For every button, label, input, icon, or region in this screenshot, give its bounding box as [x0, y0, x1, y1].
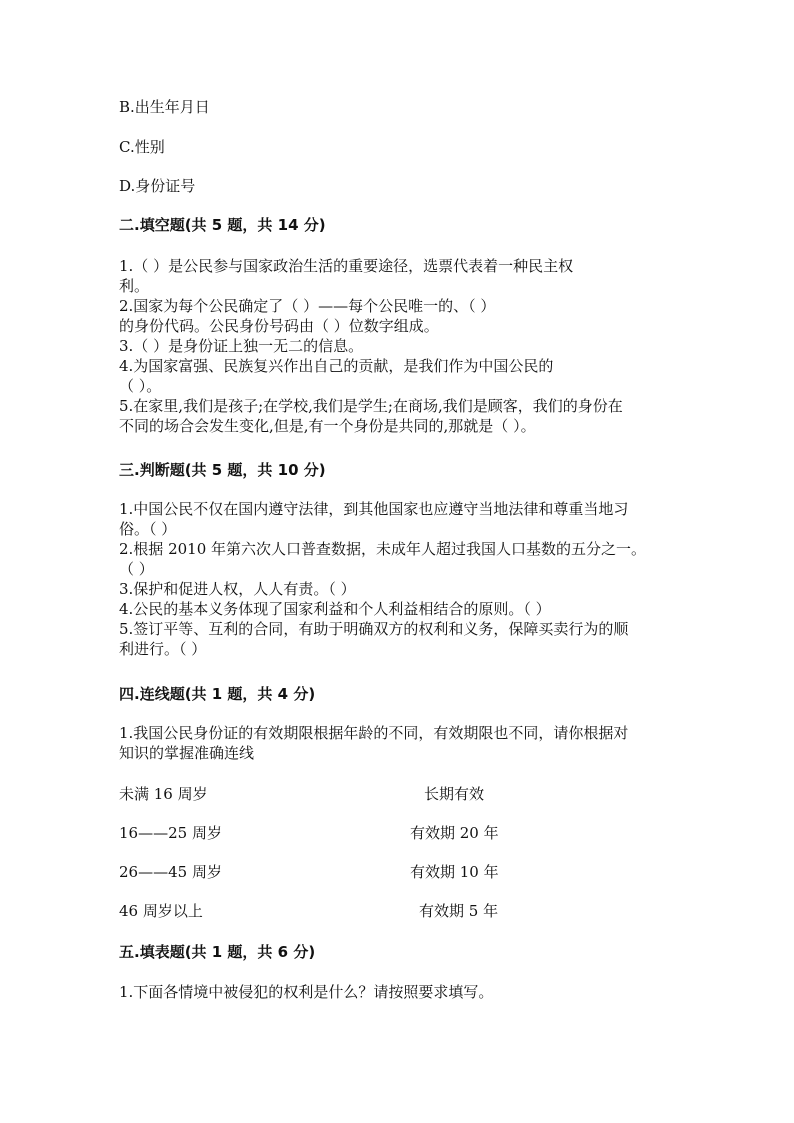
question-line: 5.签订平等、互利的合同，有助于明确双方的权利和义务，保障买卖行为的顺 [119, 620, 629, 638]
true-false-questions [119, 499, 679, 659]
match-right-item[interactable]: 有效期 5 年 [419, 902, 499, 920]
match-right-item[interactable]: 长期有效 [424, 785, 485, 803]
match-right-item[interactable]: 有效期 20 年 [410, 824, 499, 842]
section-heading-fill-table: 五.填表题(共 1 题，共 6 分) [119, 943, 316, 961]
match-left-item[interactable]: 未满 16 周岁 [119, 785, 208, 803]
question-line: 2.根据 2010 年第六次人口普查数据，未成年人超过我国人口基数的五分之一。 [119, 540, 647, 558]
option-b: B.出生年月日 [119, 98, 210, 116]
question-line: 不同的场合会发生变化,但是,有一个身份是共同的,那就是（ ）。 [119, 417, 536, 435]
question-line: （ ） [119, 560, 154, 578]
question-line: 5.在家里,我们是孩子;在学校,我们是学生;在商场,我们是顾客，我们的身份在 [119, 397, 623, 415]
question-line: 4.公民的基本义务体现了国家利益和个人利益相结合的原则。（ ） [119, 600, 551, 618]
match-left-item[interactable]: 16——25 周岁 [119, 824, 222, 842]
question-line: 3.保护和促进人权，人人有责。（ ） [119, 580, 356, 598]
question-line: 利。 [119, 277, 150, 295]
question-line: 利进行。（ ） [119, 640, 207, 658]
match-left-item[interactable]: 26——45 周岁 [119, 863, 222, 881]
section-heading-matching: 四.连线题(共 1 题，共 4 分) [119, 685, 316, 703]
fill-blank-questions [119, 256, 679, 436]
matching-question [119, 723, 679, 763]
question-line: 1.中国公民不仅在国内遵守法律，到其他国家也应遵守当地法律和尊重当地习 [119, 500, 629, 518]
question-line: 1.（ ）是公民参与国家政治生活的重要途径，选票代表着一种民主权 [119, 257, 574, 275]
question-line: 3.（ ）是身份证上独一无二的信息。 [119, 337, 364, 355]
question-line: （ ）。 [119, 377, 162, 395]
question-line: 的身份代码。公民身份号码由（ ）位数字组成。 [119, 317, 439, 335]
match-right-item[interactable]: 有效期 10 年 [410, 863, 499, 881]
fill-table-question: 1.下面各情境中被侵犯的权利是什么？请按照要求填写。 [119, 983, 494, 1001]
section-heading-true-false: 三.判断题(共 5 题，共 10 分) [119, 461, 326, 479]
question-line: 知识的掌握准确连线 [119, 744, 255, 762]
question-line: 1.我国公民身份证的有效期限根据年龄的不同，有效期限也不同，请你根据对 [119, 724, 629, 742]
section-heading-fill-blank: 二.填空题(共 5 题，共 14 分) [119, 216, 326, 234]
option-c: C.性别 [119, 138, 165, 156]
option-d: D.身份证号 [119, 177, 196, 195]
question-line: 2.国家为每个公民确定了（ ）——每个公民唯一的、（ ） [119, 297, 496, 315]
question-line: 4.为国家富强、民族复兴作出自己的贡献，是我们作为中国公民的 [119, 357, 554, 375]
question-line: 俗。（ ） [119, 520, 177, 538]
match-left-item[interactable]: 46 周岁以上 [119, 902, 203, 920]
